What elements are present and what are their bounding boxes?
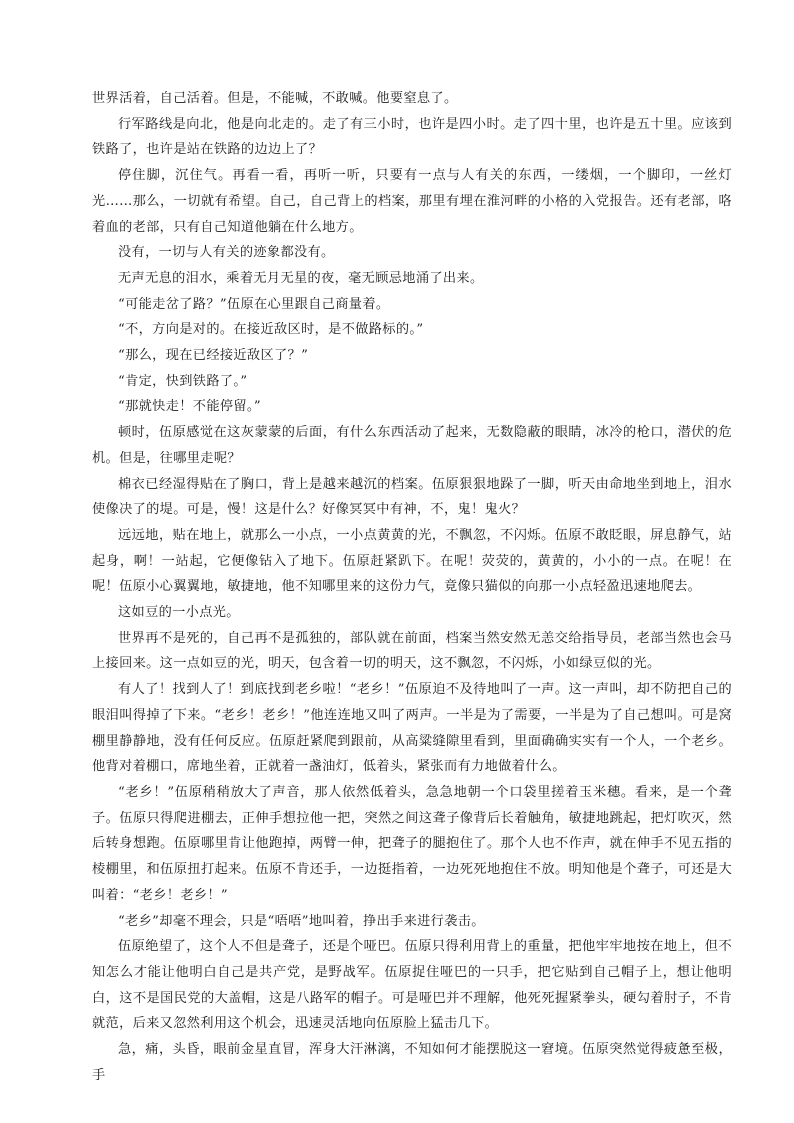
dialogue-line: “可能走岔了路？”伍原在心里跟自己商量着。 (118, 296, 390, 312)
dialogue-line: “那就快走！不能停留。” (118, 399, 261, 415)
paragraph: 有人了！找到人了！到底找到老乡啦！“老乡！”伍原迫不及待地叫了一声。这一声叫，却不防把自己的眼泪叫得掉了下来。“老乡！老乡！”他连连地又叫了两声。一半是为了需要，一半是为了自己想叫。可是窝棚里静静地，没有任何反应。伍原赶紧爬到跟前，从高粱缝隙里看到，里面确确实实有一个人，一个老乡。他背对着棚口，席地坐着，正就着一盏油灯，低着头，紧张而有力地做着什么。 (92, 682, 732, 775)
paragraph: 远远地，贴在地上，就那么一小点，一小点黄黄的光，不飘忽，不闪烁。伍原不敢眨眼，屏息静气，站起身，啊！一站起，它便像钻入了地下。伍原赶紧趴下。在呢！荧荧的，黄黄的，小小的一点。在呢！在呢！伍原小心翼翼地，敏捷地，他不知哪里来的这份力气，竟像只猫似的向那一小点轻盈迅速地爬去。 (92, 527, 732, 595)
paragraph: “老乡”却毫不理会，只是“唔唔”地叫着，挣出手来进行袭击。 (118, 913, 485, 929)
paragraph: 这如豆的一小点光。 (118, 605, 240, 621)
paragraph: 停住脚，沉住气。再看一看，再听一听，只要有一点与人有关的东西，一缕烟，一个脚印，一丝灯光……那么，一切就有希望。自己，自己背上的档案，那里有埋在淮河畔的小格的入党报告。还有老部，咯着血的老部，只有自己知道他躺在什么地方。 (92, 168, 732, 235)
paragraph: 没有，一切与人有关的迹象都没有。 (118, 245, 335, 261)
paragraph: 顿时，伍原感觉在这灰蒙蒙的后面，有什么东西活动了起来，无数隐蔽的眼睛，冰冷的枪口，潜伏的危机。但是，往哪里走呢？ (92, 425, 732, 466)
dialogue-line: “不，方向是对的。在接近敌区时，是不做路标的。” (118, 322, 424, 338)
paragraph: 行军路线是向北，他是向北走的。走了有三小时，也许是四小时。走了四十里，也许是五十里。应该到铁路了，也许是站在铁路的边边上了？ (92, 116, 732, 158)
paragraph: 世界活着，自己活着。但是，不能喊，不敢喊。他要窒息了。 (92, 91, 458, 106)
paragraph: “老乡！”伍原稍稍放大了声音，那人依然低着头，急急地朝一个口袋里搓着玉米穗。看来，是一个聋子。伍原只得爬进棚去，正伸手想拉他一把，突然之间这聋子像背后长着触角，敏捷地跳起，把灯吹灭，然后转身想跑。伍原哪里肯让他跑掉，两臂一伸，把聋子的腿抱住了。那个人也不作声，就在伸手不见五指的棱棚里，和伍原扭打起来。伍原不肯还手，一边挺指着，一边死死地抱住不放。明知他是个聋子，可还是大叫着：“老乡！老乡！” (92, 784, 732, 903)
paragraph: 棉衣已经湿得贴在了胸口，背上是越来越沉的档案。伍原狠狠地跺了一脚，听天由命地坐到地上，泪水使像决了的堤。可是，慢！这是什么？好像冥冥中有神，不，鬼！鬼火？ (92, 476, 732, 518)
paragraph: 无声无息的泪水，乘着无月无星的夜，毫无顾忌地涌了出来。 (118, 270, 484, 286)
dialogue-line: “肯定，快到铁路了。” (118, 373, 248, 389)
paragraph: 伍原绝望了，这个人不但是聋子，还是个哑巴。伍原只得利用背上的重量，把他牢牢地按在地上，但不知怎么才能让他明白自己是共产党，是野战军。伍原捉住哑巴的一只手，把它贴到自己帽子上，想让他明白，这不是国民党的大盖帽，这是八路军的帽子。可是哑巴并不理解，他死死握紧拳头，硬勾着肘子，不肯就范，后来又忽然利用这个机会，迅速灵活地向伍原脸上猛击几下。 (92, 939, 732, 1032)
dialogue-line: “那么，现在已经接近敌区了？” (118, 348, 309, 364)
paragraph: 急，痛，头昏，眼前金星直冒，浑身大汗淋漓，不知如何才能摆脱这一窘境。伍原突然觉得疲惫至极，手 (92, 1042, 732, 1083)
paragraph: 世界再不是死的，自己再不是孤独的，部队就在前面，档案当然安然无恙交给指导员，老部当然也会马上接回来。这一点如豆的光，明天，包含着一切的明天，这不飘忽，不闪烁，小如绿豆似的光。 (92, 630, 732, 672)
document-body (92, 86, 732, 1088)
